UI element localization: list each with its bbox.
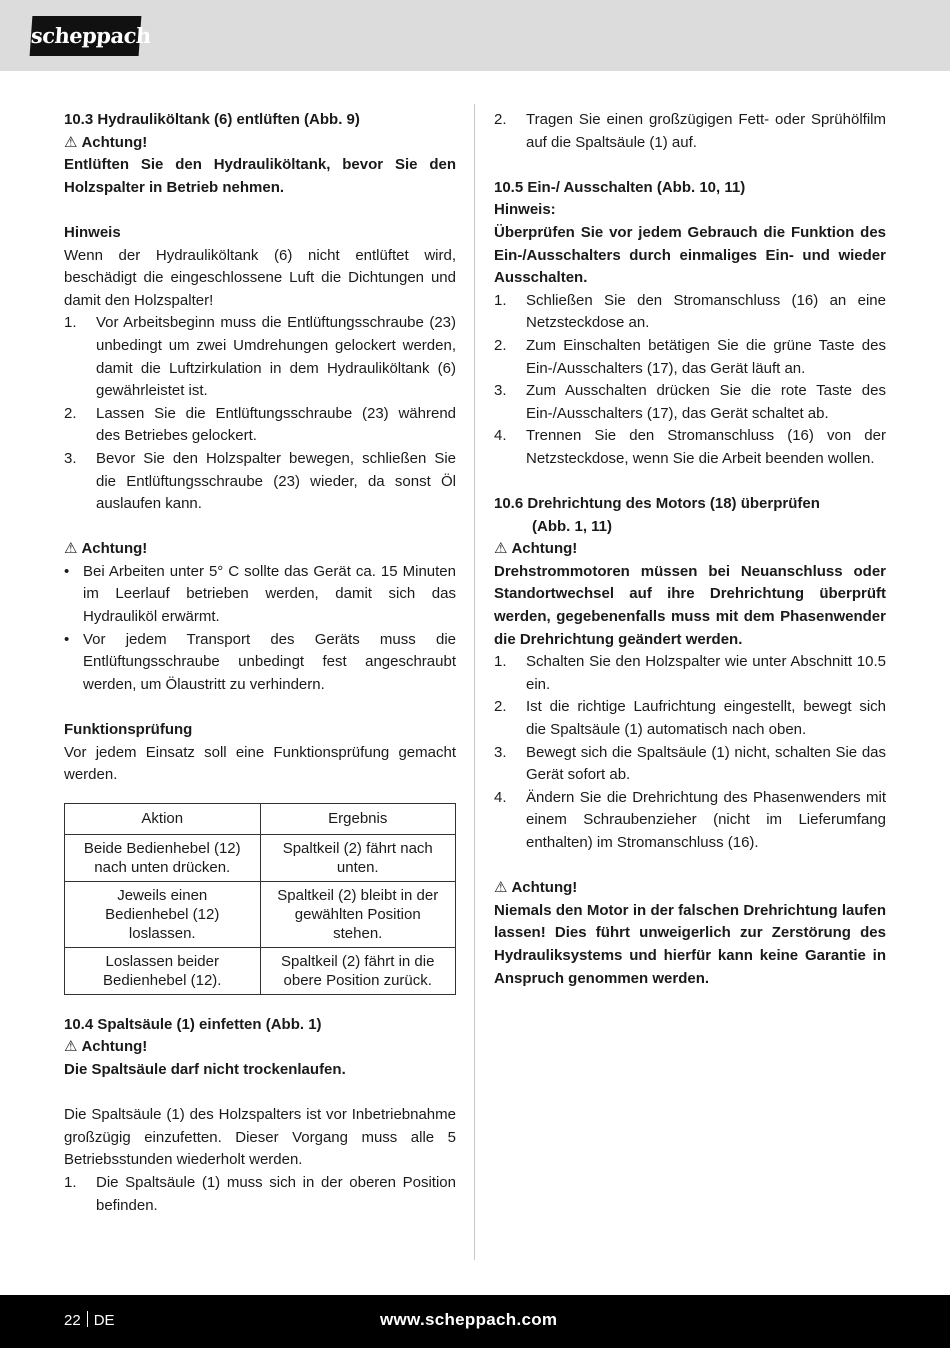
column-divider xyxy=(474,104,475,1260)
funktionspruefung-title: Funktionsprüfung xyxy=(64,721,193,739)
section-10-3-title: 10.3 Hydrauliköltank (6) entlüften (Abb. 9) xyxy=(64,111,360,128)
list-item-text: Trennen Sie den Stromanschluss (16) von der Netzsteckdose, wenn Sie die Arbeit beenden wollen. xyxy=(526,427,886,467)
list-item-text: Schließen Sie den Stromanschluss (16) an eine Netzsteckdose an. xyxy=(526,291,886,332)
bullet-list xyxy=(64,561,456,697)
list-item-text: Zum Ausschalten drücken Sie die rote Taste des Ein-/Ausschalters (17), das Gerät schaltet ab. xyxy=(526,382,886,422)
section-10-3-warning: Entlüften Sie den Hydrauliköltank, bevor Sie den Holzspalter in Betrieb nehmen. xyxy=(64,156,456,196)
list-item xyxy=(64,1172,456,1217)
table-row xyxy=(65,881,456,947)
table-cell: Spaltkeil (2) fährt in die obere Position zurück. xyxy=(260,947,456,994)
list-item-text: Lassen Sie die Entlüftungsschraube (23) während des Betriebes gelockert. xyxy=(96,404,456,445)
list-item xyxy=(494,651,886,696)
list-item xyxy=(494,380,886,425)
list-item xyxy=(494,335,886,380)
list-marker: 1. xyxy=(64,314,77,332)
section-10-6-subtitle: (Abb. 1, 11) xyxy=(532,517,613,535)
list-marker: 1. xyxy=(494,291,507,309)
section-10-5-title: 10.5 Ein-/ Ausschalten (Abb. 10, 11) xyxy=(494,178,746,196)
list-marker: 1. xyxy=(64,1173,77,1191)
list-item xyxy=(494,787,886,855)
list-item-text: Bevor Sie den Holzspalter bewegen, schließen Sie die Entlüftungsschraube (23) wieder, da sonst Öl auslaufen kann. xyxy=(96,449,456,513)
list-marker: 4. xyxy=(494,788,507,806)
table-row xyxy=(65,947,456,994)
list-item-text: Bei Arbeiten unter 5° C sollte das Gerät ca. 15 Minuten im Leerlauf betrieben werden, damit sich das Hydrauliköl erwärmt. xyxy=(83,562,456,626)
list-marker: 3. xyxy=(64,449,77,467)
list-item xyxy=(64,629,456,697)
list-item-text: Die Spaltsäule (1) muss sich in der oberen Position befinden. xyxy=(96,1173,456,1214)
page-number: 22 DE xyxy=(64,1312,115,1329)
steps-list xyxy=(494,109,886,154)
final-warning: Niemals den Motor in der falschen Drehrichtung laufen lassen! Dies führt unweigerlich zur Zerstörung des Hydrauliksystems und hierfür kann keine Garantie in Anspruch genommen werden. xyxy=(494,901,886,987)
list-item xyxy=(64,312,456,402)
list-item xyxy=(494,425,886,470)
table-header-cell: Ergebnis xyxy=(260,803,456,834)
table-header-cell: Aktion xyxy=(65,803,261,834)
list-marker: 2. xyxy=(494,111,507,128)
right-column xyxy=(494,109,886,990)
list-item-text: Vor Arbeitsbeginn muss die Entlüftungsschraube (23) unbedingt um zwei Umdrehungen gelockert werden, damit die Luftzirkulation in dem Hydrauliköltank (6) gewährleistet ist. xyxy=(96,314,456,400)
table-cell: Spaltkeil (2) fährt nach unten. xyxy=(260,834,456,881)
header-bar xyxy=(0,0,950,71)
steps-list xyxy=(64,1172,456,1217)
list-marker: 1. xyxy=(494,653,507,671)
list-item-text: Ist die richtige Laufrichtung eingestellt, bewegt sich die Spaltsäule (1) automatisch nach oben. xyxy=(526,698,886,739)
section-10-5-hinweis: Überprüfen Sie vor jedem Gebrauch die Funktion des Ein-/Ausschalters durch einmaliges Ein- und wieder Ausschalten. xyxy=(494,223,886,287)
brand-logo: scheppach xyxy=(30,16,142,56)
footer-bar xyxy=(0,1295,950,1348)
steps-list xyxy=(64,312,456,515)
warning-icon: ⚠ xyxy=(64,1038,78,1056)
list-item xyxy=(494,742,886,787)
warning-icon: ⚠ xyxy=(64,540,78,558)
table-row xyxy=(65,834,456,881)
list-item xyxy=(64,561,456,629)
achtung-heading: ⚠ Achtung! xyxy=(64,1036,456,1059)
section-10-4-title: 10.4 Spaltsäule (1) einfetten (Abb. 1) xyxy=(64,1015,322,1033)
list-marker: • xyxy=(64,630,70,648)
list-item-text: Tragen Sie einen großzügigen Fett- oder Sprühölfilm auf die Spaltsäule (1) auf. xyxy=(526,111,886,151)
list-marker: • xyxy=(64,562,70,580)
steps-list xyxy=(494,290,886,471)
table-cell: Beide Bedienhebel (12) nach unten drücken. xyxy=(65,834,261,881)
list-marker: 3. xyxy=(494,382,507,400)
list-item xyxy=(494,696,886,741)
list-marker: 2. xyxy=(64,404,77,422)
achtung-heading: ⚠ Achtung! xyxy=(494,877,886,900)
hinweis-label: Hinweis xyxy=(64,223,121,241)
warning-icon: ⚠ xyxy=(64,133,78,151)
list-item xyxy=(494,290,886,335)
list-item-text: Schalten Sie den Holzspalter wie unter Abschnitt 10.5 ein. xyxy=(526,653,886,693)
table-cell: Loslassen beider Bedienhebel (12). xyxy=(65,947,261,994)
list-marker: 3. xyxy=(494,743,507,761)
section-10-6-warning: Drehstrommotoren müssen bei Neuanschluss oder Standortwechsel auf ihre Drehrichtung überprüft werden, gegebenenfalls muss mit dem Phasenwender die Drehrichtung geändert werden. xyxy=(494,562,886,648)
list-marker: 2. xyxy=(494,698,507,716)
table-cell: Spaltkeil (2) bleibt in der gewählten Position stehen. xyxy=(260,881,456,947)
section-10-6-title: 10.6 Drehrichtung des Motors (18) überprüfen xyxy=(494,495,820,513)
achtung-heading: ⚠ Achtung! xyxy=(64,132,456,155)
warning-icon: ⚠ xyxy=(494,879,508,897)
list-item xyxy=(64,448,456,516)
funktionspruefung-text: Vor jedem Einsatz soll eine Funktionsprüfung gemacht werden. xyxy=(64,743,456,784)
warning-icon: ⚠ xyxy=(494,540,508,558)
section-10-4-warning: Die Spaltsäule darf nicht trockenlaufen. xyxy=(64,1061,346,1078)
list-item-text: Bewegt sich die Spaltsäule (1) nicht, schalten Sie das Gerät sofort ab. xyxy=(526,743,886,784)
list-item-text: Zum Einschalten betätigen Sie die grüne Taste des Ein-/Ausschalters (17), das Gerät läuft an. xyxy=(526,336,886,377)
list-item xyxy=(494,109,886,154)
list-marker: 2. xyxy=(494,336,507,354)
list-item-text: Ändern Sie die Drehrichtung des Phasenwenders mit einem Schraubenzieher (nicht im Lieferumfang enthalten) im Stromanschluss (16). xyxy=(526,788,886,851)
list-item-text: Vor jedem Transport des Geräts muss die Entlüftungsschraube unbedingt fest angeschraubt werden, um Ölaustritt zu verhindern. xyxy=(83,630,456,693)
list-item xyxy=(64,403,456,448)
achtung-heading: ⚠ Achtung! xyxy=(494,538,886,561)
hinweis-text: Wenn der Hydrauliköltank (6) nicht entlüftet wird, beschädigt die eingeschlossene Luft die Dichtungen und damit den Holzspalter! xyxy=(64,246,456,309)
footer-url: www.scheppach.com xyxy=(380,1310,558,1329)
left-column xyxy=(64,109,456,1217)
hinweis-label: Hinweis: xyxy=(494,201,556,219)
steps-list xyxy=(494,651,886,854)
table-header-row xyxy=(65,803,456,834)
section-10-4-text: Die Spaltsäule (1) des Holzspalters ist vor Inbetriebnahme großzügig einzufetten. Dieser Vorgang muss alle 5 Betriebsstunden wiederholt werden. xyxy=(64,1106,456,1169)
function-test-table xyxy=(64,803,456,995)
list-marker: 4. xyxy=(494,427,507,445)
table-cell: Jeweils einen Bedienhebel (12) loslassen. xyxy=(65,881,261,947)
achtung-heading: ⚠ Achtung! xyxy=(64,538,456,561)
